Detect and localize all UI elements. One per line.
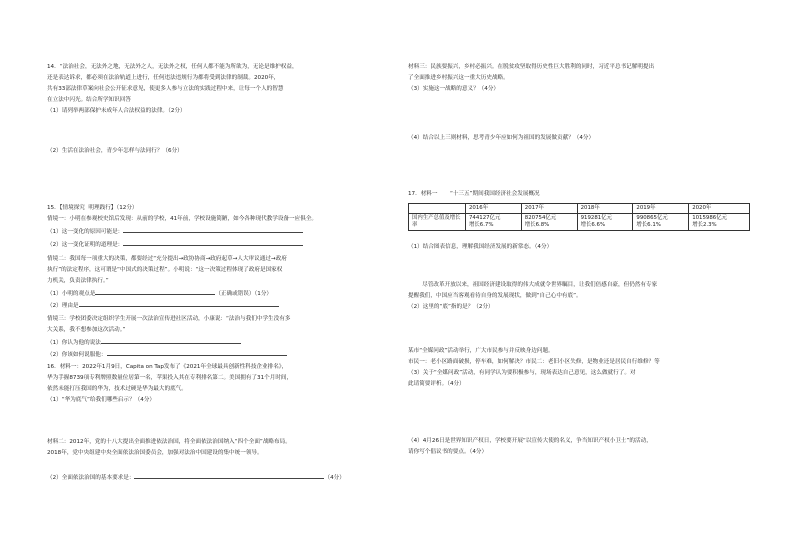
material3-line-1: 材料三：民族要振兴，乡村必振兴。在脱贫攻坚取得历史性巨大胜利的同时，习近平总书记解明提出	[408, 64, 655, 70]
material3-sub-3: （3）实施这一战略的意义？（4分）	[408, 86, 500, 92]
gdp-value: 990865亿元	[636, 215, 668, 221]
q16-sub-1: （1）“华为底气”给我们哪些启示？（4分）	[47, 397, 156, 403]
answer-blank[interactable]	[123, 225, 303, 233]
q15-scene3-q2	[47, 348, 287, 361]
q14-line-2: 还是表达诉求，都必须在法治轨道上进行，任何违法违规行为都将受到法律的制裁。2020年，	[47, 75, 280, 81]
gdp-value: 744127亿元	[469, 215, 501, 221]
q15-scene1-q2-label: （2）这一变化证明的道理是：	[47, 242, 124, 248]
q14-line-3: 共有33部法律草案向社会公开征求意见，使更多人参与立法的实践过程中来，让每一个人的智慧	[47, 86, 284, 92]
q17-sub-1: （1）结合图表信息，理解我国经济发展的新常态。（4分）	[408, 244, 553, 250]
q17-sub-3-line-1: （3）关于“全媒问政”活动，有同学认为要积极参与，现场表达自己意见，这么做就行了。对	[408, 370, 636, 376]
table-row-label: 国内生产总值及增长率	[409, 214, 466, 231]
q17-material2-line-1: 尽管改革开放以来，祖国经济建设取得的伟大成就令世界瞩目，让我们倍感自豪，但仍然有专家	[408, 282, 658, 288]
growth-rate: 增长6.7%	[469, 222, 494, 228]
q15-scene1-q1-label: （1）这一变化的原因可能是：	[47, 229, 124, 235]
q17-sub-2: （2）这里的“底”指的是？（2分）	[408, 304, 494, 310]
table-cell	[521, 214, 577, 231]
q15-scene2-line-1: 情境二：我国每一项重大的决策，都要经过“充分提出→政协协商→政府起草→人大审议通过→政府	[47, 256, 287, 262]
answer-blank[interactable]	[101, 336, 241, 344]
q17-material3-line-1: 某市“全媒问政”活动举行，广大市民参与并反映身边问题。	[408, 348, 554, 354]
q14-sub-2: （2）生活在法治社会，青少年怎样与法同行？（6分）	[47, 148, 183, 154]
material3-sub-4: （4）结合以上三则材料，思考青少年应如何为祖国的发展做贡献？（4分）	[408, 135, 595, 141]
q16-line-1: 16．材料一：2022年1月9日，Capita on Tap发布了《2021年全球最具创新性科技企业排名》，	[47, 364, 288, 370]
q15-scene1-q2	[47, 238, 303, 251]
q15-title: 15．【情境探究 明理践行】（12分）	[47, 205, 138, 211]
q16-sub-2-label: （2）全面依法治国的基本要求是：	[47, 475, 135, 481]
q16-sub-2-tail: （4分）	[324, 475, 345, 481]
q15-scene2-line-2: 执行”的法定程序，这可谓是“中国式的决策过程”。小明说：“这一决策过程体现了政府是国家权	[47, 267, 283, 273]
q15-scene1-text: 情境一：小明在参观校史馆后发现：从前的学校，41年前，学校设施简陋，如今各种现代教学设备一应俱全。	[47, 216, 318, 222]
growth-rate: 增长6.1%	[636, 222, 661, 228]
table-cell	[633, 214, 689, 231]
q15-scene3-q1-label: （1）你认为他的说法	[47, 340, 101, 346]
q17-material2-line-2: 提醒我们，中国应当客观看待自身的发展现状，做到“自己心中有底”。	[408, 293, 582, 299]
table-header-cell: 2018年	[577, 204, 633, 214]
q16-line-2: 华为手握8739项专利牌照数量位居第一名，苹果投入其在专利排名第二。美国拥有了31个月时间，	[47, 375, 293, 381]
q16-material2-line-1: 材料二：2012年，党的十八大提出全面推进依法治国，将全面依法治国纳入“四个全面”战略布局。	[47, 439, 291, 445]
q16-sub-2	[47, 471, 345, 484]
q15-scene2-q1	[47, 287, 272, 300]
q15-scene3-q2-label: （2）你该如何说服他：	[47, 352, 107, 358]
growth-rate: 增长2.3%	[692, 222, 717, 228]
q17-title: 17．材料一 “十三五”期间我国经济社会发展概况	[408, 191, 540, 197]
answer-blank[interactable]	[79, 299, 279, 307]
table-row	[409, 214, 750, 231]
growth-rate: 增长6.6%	[580, 222, 606, 228]
gdp-value: 919281亿元	[580, 215, 612, 221]
gdp-value: 1015986亿元	[692, 215, 727, 221]
answer-blank[interactable]	[123, 238, 303, 246]
q16-material2-line-2: 2018年，党中央组建中央全面依法治国委员会，加强对法治中国建设的集中统一领导。	[47, 450, 263, 456]
table-header-row	[409, 204, 750, 214]
q17-material3-line-2: 市民一：老小区路面破损，停车难，如何解决？市民二：老旧小区失修，是物业还是居民自行维修？等	[408, 359, 660, 365]
q17-sub-4-line-1: （4）4月26日是世界知识产权日，学校要开展“以宣传大使的名义，争当知识产权小卫士”的活动，	[408, 438, 652, 444]
table-header-cell: 2016年	[466, 204, 522, 214]
table-header-cell: 2017年	[521, 204, 577, 214]
q15-scene3-q1	[47, 336, 241, 349]
q14-line-4: 在立法中闪光。结合所学知识回答	[47, 97, 131, 103]
q15-scene3-line-2: 大关系，我不想参加这次活动。”	[47, 327, 126, 333]
table-header-cell: 2019年	[633, 204, 689, 214]
table-header-cell: 2020年	[689, 204, 750, 214]
table-cell	[689, 214, 750, 231]
q15-scene1-q1	[47, 225, 303, 238]
q14-sub-1: （1）请列举两部保护未成年人合法权益的法律。（2分）	[47, 108, 186, 114]
table-cell	[577, 214, 633, 231]
q17-sub-4-line-2: 请你写个倡议书的要点。（4分）	[408, 449, 488, 455]
material3-line-2: 了全面推进乡村振兴这一重大历史战略。	[408, 75, 509, 81]
q15-scene2-q2	[47, 299, 279, 312]
q15-scene3-line-1: 情境三：学校团委决定组织学生开展一次法治宣传进社区活动，小康说：“法治与我们中学生没有多	[47, 316, 291, 322]
gdp-value: 820754亿元	[524, 215, 557, 221]
q16-line-3: 依然未能打压我国的华为，技术过硬是华为最大的底气。	[47, 386, 187, 392]
q17-sub-3-line-2: 此请简要评析。（4分）	[408, 381, 465, 387]
growth-rate: 增长6.8%	[524, 222, 550, 228]
q15-scene2-line-3: 力机关，负责法律执行。”	[47, 278, 109, 284]
table-cell	[466, 214, 522, 231]
answer-blank[interactable]	[95, 287, 215, 295]
q15-scene2-q1-label: （1）小明的观点是	[47, 291, 96, 297]
answer-blank[interactable]	[134, 471, 324, 479]
table-header-cell	[409, 204, 466, 214]
q15-scene2-q2-label: （2）理由是	[47, 303, 79, 309]
gdp-table	[408, 203, 750, 231]
answer-blank[interactable]	[107, 348, 287, 356]
q14-line-1: 14．“法治社会，无法外之地，无法外之人，无法外之权，任何人都不能为所欲为，无论是维护权益，	[47, 64, 298, 70]
q15-scene2-q1-tail: （正确或错误）（1分）	[215, 291, 273, 297]
